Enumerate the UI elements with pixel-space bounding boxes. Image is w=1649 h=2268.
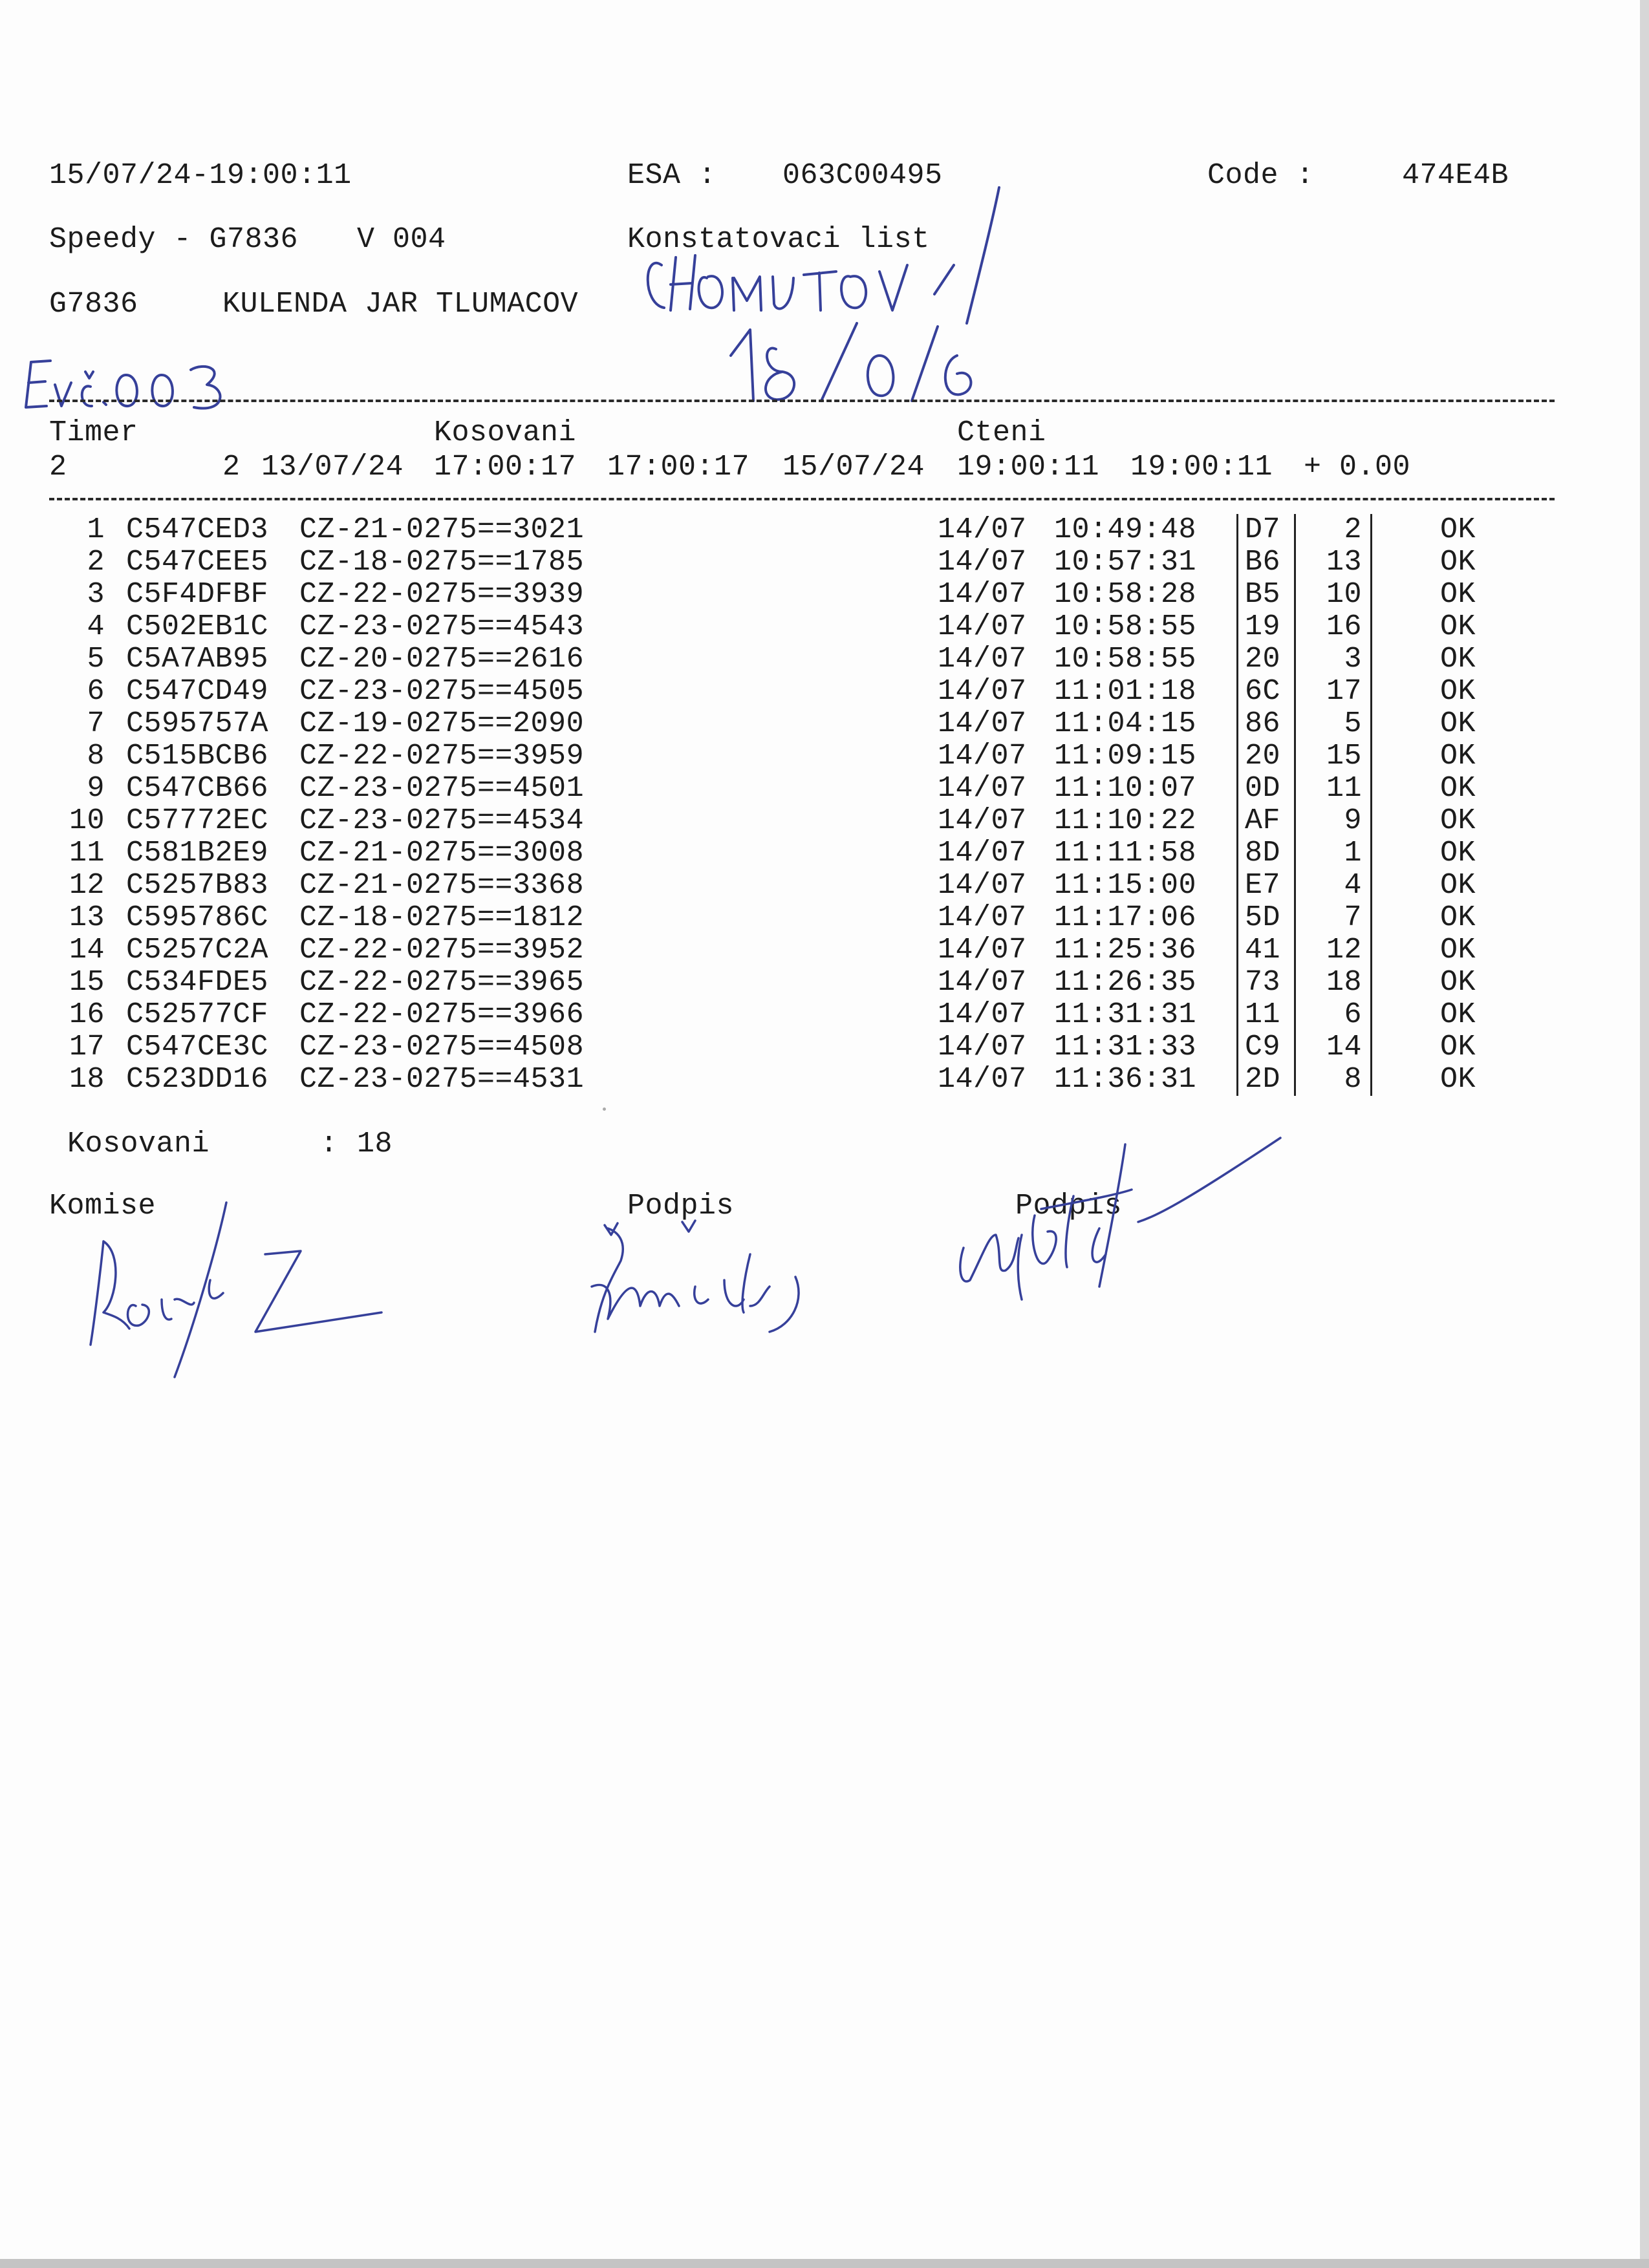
document-title: Konstatovaci list xyxy=(627,223,930,256)
status: OK xyxy=(1440,934,1476,967)
arrival-time: 11:09:15 xyxy=(1054,740,1197,773)
ring-number: CZ-21-0275==3368 xyxy=(299,869,585,902)
arrival-date: 14/07 xyxy=(938,998,1027,1031)
status: OK xyxy=(1440,1063,1476,1096)
summary-count: 18 xyxy=(357,1128,393,1161)
esa-label: ESA : xyxy=(627,159,717,192)
check-code: AF xyxy=(1245,804,1281,837)
arrival-date: 14/07 xyxy=(938,643,1027,676)
check-code: B6 xyxy=(1245,546,1281,579)
arrival-date: 14/07 xyxy=(938,869,1027,902)
order: 1 xyxy=(1344,837,1362,870)
device-name: Speedy - G7836 xyxy=(49,223,299,256)
status: OK xyxy=(1440,675,1476,708)
arrival-time: 10:58:55 xyxy=(1054,610,1197,643)
status: OK xyxy=(1440,1031,1476,1064)
kosovani-time-reference: 17:00:17 xyxy=(607,451,750,484)
column-divider xyxy=(1294,514,1296,1096)
table-row xyxy=(0,839,1649,871)
ring-number: CZ-23-0275==4531 xyxy=(299,1063,585,1096)
check-code: 6C xyxy=(1245,675,1281,708)
arrival-date: 14/07 xyxy=(938,901,1027,934)
row-number: 9 xyxy=(87,772,105,805)
arrival-time: 10:49:48 xyxy=(1054,513,1197,546)
signature-podpis-2 xyxy=(944,1125,1371,1332)
row-number: 7 xyxy=(87,707,105,740)
scan-edge-bottom xyxy=(0,2259,1649,2268)
status: OK xyxy=(1440,772,1476,805)
ring-number: CZ-21-0275==3021 xyxy=(299,513,585,546)
row-number: 2 xyxy=(87,546,105,579)
table-row xyxy=(0,515,1649,548)
table-row xyxy=(0,548,1649,580)
status: OK xyxy=(1440,837,1476,870)
check-code: 73 xyxy=(1245,966,1281,999)
arrival-time: 11:11:58 xyxy=(1054,837,1197,870)
row-number: 11 xyxy=(69,837,105,870)
status: OK xyxy=(1440,546,1476,579)
check-code: D7 xyxy=(1245,513,1281,546)
order: 13 xyxy=(1326,546,1362,579)
order: 4 xyxy=(1344,869,1362,902)
table-row xyxy=(0,806,1649,839)
order: 12 xyxy=(1326,934,1362,967)
arrival-time: 11:01:18 xyxy=(1054,675,1197,708)
chip-id: C5A7AB95 xyxy=(126,643,269,676)
column-divider xyxy=(1370,514,1372,1096)
table-row xyxy=(0,677,1649,709)
check-code: 8D xyxy=(1245,837,1281,870)
order: 9 xyxy=(1344,804,1362,837)
status: OK xyxy=(1440,966,1476,999)
arrival-time: 11:26:35 xyxy=(1054,966,1197,999)
chip-id: C581B2E9 xyxy=(126,837,269,870)
row-number: 8 xyxy=(87,740,105,773)
chip-id: C57772EC xyxy=(126,804,269,837)
table-row xyxy=(0,1065,1649,1097)
table-row xyxy=(0,774,1649,806)
timer-label: Timer xyxy=(49,416,138,449)
podpis-label-2: Podpis xyxy=(1015,1190,1123,1223)
order: 7 xyxy=(1344,901,1362,934)
kosovani-time: 17:00:17 xyxy=(434,451,577,484)
chip-id: C5F4DFBF xyxy=(126,578,269,611)
arrival-time: 11:25:36 xyxy=(1054,934,1197,967)
club-id: G7836 xyxy=(49,288,138,321)
table-row xyxy=(0,968,1649,1000)
arrival-date: 14/07 xyxy=(938,837,1027,870)
ring-number: CZ-23-0275==4505 xyxy=(299,675,585,708)
status: OK xyxy=(1440,998,1476,1031)
chip-id: C523DD16 xyxy=(126,1063,269,1096)
summary-label: Kosovani xyxy=(67,1128,210,1161)
check-code: 19 xyxy=(1245,610,1281,643)
table-row xyxy=(0,742,1649,774)
chip-id: C52577CF xyxy=(126,998,269,1031)
order: 15 xyxy=(1326,740,1362,773)
check-code: 5D xyxy=(1245,901,1281,934)
order: 18 xyxy=(1326,966,1362,999)
chip-id: C595786C xyxy=(126,901,269,934)
order: 6 xyxy=(1344,998,1362,1031)
check-code: 86 xyxy=(1245,707,1281,740)
order: 16 xyxy=(1326,610,1362,643)
status: OK xyxy=(1440,901,1476,934)
arrival-time: 11:36:31 xyxy=(1054,1063,1197,1096)
table-row xyxy=(0,612,1649,645)
arrival-date: 14/07 xyxy=(938,1063,1027,1096)
row-number: 13 xyxy=(69,901,105,934)
row-number: 4 xyxy=(87,610,105,643)
row-number: 10 xyxy=(69,804,105,837)
handwritten-place-chomutov xyxy=(630,181,1025,330)
cteni-time: 19:00:11 xyxy=(957,451,1100,484)
order: 11 xyxy=(1326,772,1362,805)
check-code: C9 xyxy=(1245,1031,1281,1064)
arrival-date: 14/07 xyxy=(938,675,1027,708)
arrival-time: 11:10:07 xyxy=(1054,772,1197,805)
ring-number: CZ-18-0275==1812 xyxy=(299,901,585,934)
ring-number: CZ-22-0275==3952 xyxy=(299,934,585,967)
komise-label: Komise xyxy=(49,1190,156,1223)
check-code: 11 xyxy=(1245,998,1281,1031)
kosovani-label: Kosovani xyxy=(434,416,577,449)
arrival-date: 14/07 xyxy=(938,513,1027,546)
arrival-date: 14/07 xyxy=(938,772,1027,805)
row-number: 17 xyxy=(69,1031,105,1064)
row-number: 12 xyxy=(69,869,105,902)
table-row xyxy=(0,645,1649,677)
ring-number: CZ-19-0275==2090 xyxy=(299,707,585,740)
arrival-time: 11:31:33 xyxy=(1054,1031,1197,1064)
arrival-time: 11:17:06 xyxy=(1054,901,1197,934)
chip-id: C515BCB6 xyxy=(126,740,269,773)
chip-id: C547CED3 xyxy=(126,513,269,546)
table-row xyxy=(0,580,1649,612)
row-number: 15 xyxy=(69,966,105,999)
status: OK xyxy=(1440,804,1476,837)
ring-number: CZ-20-0275==2616 xyxy=(299,643,585,676)
table-row xyxy=(0,871,1649,903)
check-code: 20 xyxy=(1245,740,1281,773)
ring-number: CZ-23-0275==4508 xyxy=(299,1031,585,1064)
scan-speck xyxy=(603,1107,606,1111)
clock-deviation: + 0.00 xyxy=(1304,451,1411,484)
order: 3 xyxy=(1344,643,1362,676)
scan-edge-right xyxy=(1640,0,1649,2268)
arrival-time: 10:58:28 xyxy=(1054,578,1197,611)
row-number: 18 xyxy=(69,1063,105,1096)
table-row xyxy=(0,903,1649,936)
table-row xyxy=(0,1000,1649,1032)
chip-id: C547CB66 xyxy=(126,772,269,805)
check-code: 2D xyxy=(1245,1063,1281,1096)
row-number: 16 xyxy=(69,998,105,1031)
check-code: E7 xyxy=(1245,869,1281,902)
arrival-date: 14/07 xyxy=(938,546,1027,579)
check-code: 20 xyxy=(1245,643,1281,676)
row-number: 1 xyxy=(87,513,105,546)
status: OK xyxy=(1440,643,1476,676)
arrival-date: 14/07 xyxy=(938,578,1027,611)
table-row xyxy=(0,709,1649,742)
timer-number: 2 xyxy=(49,451,67,484)
status: OK xyxy=(1440,578,1476,611)
order: 8 xyxy=(1344,1063,1362,1096)
kosovani-number: 2 xyxy=(222,451,241,484)
arrival-time: 11:31:31 xyxy=(1054,998,1197,1031)
ring-number: CZ-22-0275==3966 xyxy=(299,998,585,1031)
ring-number: CZ-22-0275==3939 xyxy=(299,578,585,611)
code-label: Code : xyxy=(1207,159,1315,192)
order: 2 xyxy=(1344,513,1362,546)
check-code: B5 xyxy=(1245,578,1281,611)
handwritten-registration-number xyxy=(19,343,272,414)
check-code: 41 xyxy=(1245,934,1281,967)
summary-separator: : xyxy=(320,1128,338,1161)
ring-number: CZ-23-0275==4534 xyxy=(299,804,585,837)
cteni-date: 15/07/24 xyxy=(782,451,925,484)
row-number: 6 xyxy=(87,675,105,708)
separator-line xyxy=(49,400,1555,402)
podpis-label-1: Podpis xyxy=(627,1190,735,1223)
signature-komise xyxy=(78,1196,394,1390)
arrival-time: 10:58:55 xyxy=(1054,643,1197,676)
status: OK xyxy=(1440,610,1476,643)
handwritten-date xyxy=(724,317,983,407)
arrival-date: 14/07 xyxy=(938,740,1027,773)
chip-id: C5257B83 xyxy=(126,869,269,902)
signature-podpis-1 xyxy=(582,1215,860,1345)
status: OK xyxy=(1440,707,1476,740)
ring-number: CZ-22-0275==3959 xyxy=(299,740,585,773)
ring-number: CZ-21-0275==3008 xyxy=(299,837,585,870)
ring-number: CZ-23-0275==4543 xyxy=(299,610,585,643)
status: OK xyxy=(1440,740,1476,773)
chip-id: C534FDE5 xyxy=(126,966,269,999)
arrival-date: 14/07 xyxy=(938,1031,1027,1064)
status: OK xyxy=(1440,513,1476,546)
ring-number: CZ-22-0275==3965 xyxy=(299,966,585,999)
device-version: V 004 xyxy=(357,223,446,256)
chip-id: C547CD49 xyxy=(126,675,269,708)
arrival-date: 14/07 xyxy=(938,610,1027,643)
column-divider xyxy=(1236,514,1238,1096)
order: 17 xyxy=(1326,675,1362,708)
ring-number: CZ-18-0275==1785 xyxy=(299,546,585,579)
arrival-date: 14/07 xyxy=(938,707,1027,740)
cteni-time-reference: 19:00:11 xyxy=(1130,451,1273,484)
chip-id: C547CEE5 xyxy=(126,546,269,579)
arrival-date: 14/07 xyxy=(938,966,1027,999)
arrival-time: 11:15:00 xyxy=(1054,869,1197,902)
cteni-label: Cteni xyxy=(957,416,1046,449)
chip-id: C502EB1C xyxy=(126,610,269,643)
report-datetime: 15/07/24-19:00:11 xyxy=(49,159,352,192)
ring-number: CZ-23-0275==4501 xyxy=(299,772,585,805)
order: 10 xyxy=(1326,578,1362,611)
arrival-time: 11:04:15 xyxy=(1054,707,1197,740)
order: 14 xyxy=(1326,1031,1362,1064)
row-number: 14 xyxy=(69,934,105,967)
chip-id: C5257C2A xyxy=(126,934,269,967)
chip-id: C595757A xyxy=(126,707,269,740)
club-name: KULENDA JAR TLUMACOV xyxy=(222,288,579,321)
arrival-date: 14/07 xyxy=(938,804,1027,837)
chip-id: C547CE3C xyxy=(126,1031,269,1064)
arrival-date: 14/07 xyxy=(938,934,1027,967)
row-number: 5 xyxy=(87,643,105,676)
row-number: 3 xyxy=(87,578,105,611)
kosovani-date: 13/07/24 xyxy=(261,451,404,484)
code-value: 474E4B xyxy=(1402,159,1509,192)
separator-line xyxy=(49,498,1555,500)
arrival-time: 11:10:22 xyxy=(1054,804,1197,837)
esa-value: 063C00495 xyxy=(782,159,943,192)
table-row xyxy=(0,936,1649,968)
table-row xyxy=(0,1032,1649,1065)
order: 5 xyxy=(1344,707,1362,740)
status: OK xyxy=(1440,869,1476,902)
check-code: 0D xyxy=(1245,772,1281,805)
arrival-time: 10:57:31 xyxy=(1054,546,1197,579)
